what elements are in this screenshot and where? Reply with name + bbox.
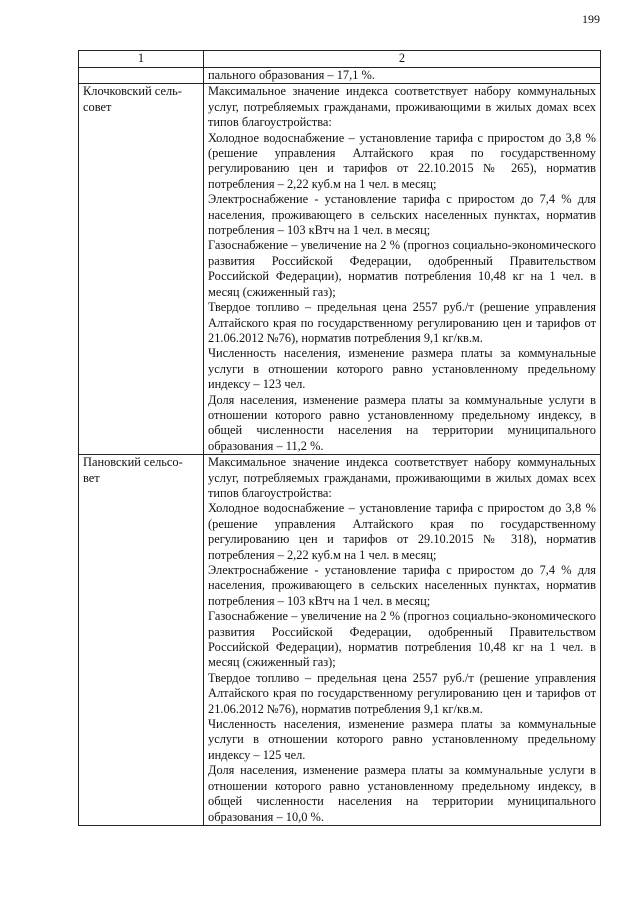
paragraph: Газоснабжение – увеличение на 2 % (прогноз социально-экономического развития Российской Федерации, одобренный Правительством Российской Федерации), норматив потребления 10,48 кг на 1 чел. в месяц (сжиженный газ); <box>208 609 596 670</box>
continuation-row <box>79 68 601 84</box>
table-row <box>79 455 601 826</box>
paragraph: Электроснабжение - установление тарифа с приростом до 7,4 % для населения, проживающего в сельских населенных пунктах, норматив потребления – 103 кВтч на 1 чел. в месяц; <box>208 563 596 608</box>
continuation-text: пального образования – 17,1 %. <box>208 68 375 82</box>
header-col-2: 2 <box>204 51 601 68</box>
table-header-row <box>79 51 601 68</box>
region-name-klochkovsky: Клочковский сель-совет <box>79 84 204 455</box>
paragraph: Численность населения, изменение размера платы за коммунальные услуги в отношении которого равно установленному предельному индексу – 125 чел. <box>208 717 596 762</box>
header-col-1: 1 <box>79 51 204 68</box>
region-name-panovsky: Пановский сельсо-вет <box>79 455 204 826</box>
paragraph: Численность населения, изменение размера платы за коммунальные услуги в отношении которого равно установленному предельному индексу – 123 чел. <box>208 346 596 392</box>
continuation-cell <box>204 68 601 84</box>
table-row <box>79 84 601 455</box>
paragraph: Холодное водоснабжение – установление тарифа с приростом до 3,8 % (решение управления Алтайского края по государственному регулированию цен и тарифов от 22.10.2015 № 265), норматив потребления – 2,22 куб.м на 1 чел. в месяц; <box>208 130 596 191</box>
region-description-klochkovsky <box>204 84 601 455</box>
paragraph: Твердое топливо – предельная цена 2557 руб./т (решение управления Алтайского края по государственному регулированию цен и тарифов от 21.06.2012 №76), норматив потребления 9,1 кг/кв.м. <box>208 300 596 345</box>
paragraph: Холодное водоснабжение – установление тарифа с приростом до 3,8 % (решение управления Алтайского края по государственному регулированию цен и тарифов от 29.10.2015 № 318), норматив потребления – 2,22 куб.м на 1 чел. в месяц; <box>208 501 596 562</box>
paragraph: Доля населения, изменение размера платы за коммунальные услуги в отношении которого равно установленному предельному индексу, в общей численности населения на территории муниципального образования – 11,2 %. <box>208 392 596 453</box>
paragraph: Газоснабжение – увеличение на 2 % (прогноз социально-экономического развития Российской Федерации, одобренный Правительством Российской Федерации), норматив потребления 10,48 кг на 1 чел. в месяц (сжиженный газ); <box>208 238 596 299</box>
page-number: 199 <box>582 12 600 26</box>
paragraph: Твердое топливо – предельная цена 2557 руб./т (решение управления Алтайского края по государственному регулированию цен и тарифов от 21.06.2012 №76), норматив потребления 9,1 кг/кв.м. <box>208 670 596 716</box>
paragraph: Доля населения, изменение размера платы за коммунальные услуги в отношении которого равно установленному предельному индексу, в общей численности населения на территории муниципального образования – 10,0 %. <box>208 763 596 824</box>
continuation-empty-cell <box>79 68 204 84</box>
region-description-panovsky <box>204 455 601 826</box>
paragraph: Максимальное значение индекса соответствует набору коммунальных услуг, потребляемых гражданами, проживающими в жилых домах всех типов благоустройства: <box>208 84 596 130</box>
indicator-table <box>78 50 601 826</box>
paragraph: Электроснабжение - установление тарифа с приростом до 7,4 % для населения, проживающего в сельских населенных пунктах, норматив потребления – 103 кВтч на 1 чел. в месяц; <box>208 192 596 238</box>
paragraph: Максимальное значение индекса соответствует набору коммунальных услуг, потребляемых гражданами, проживающими в жилых домах всех типов благоустройства: <box>208 455 596 500</box>
